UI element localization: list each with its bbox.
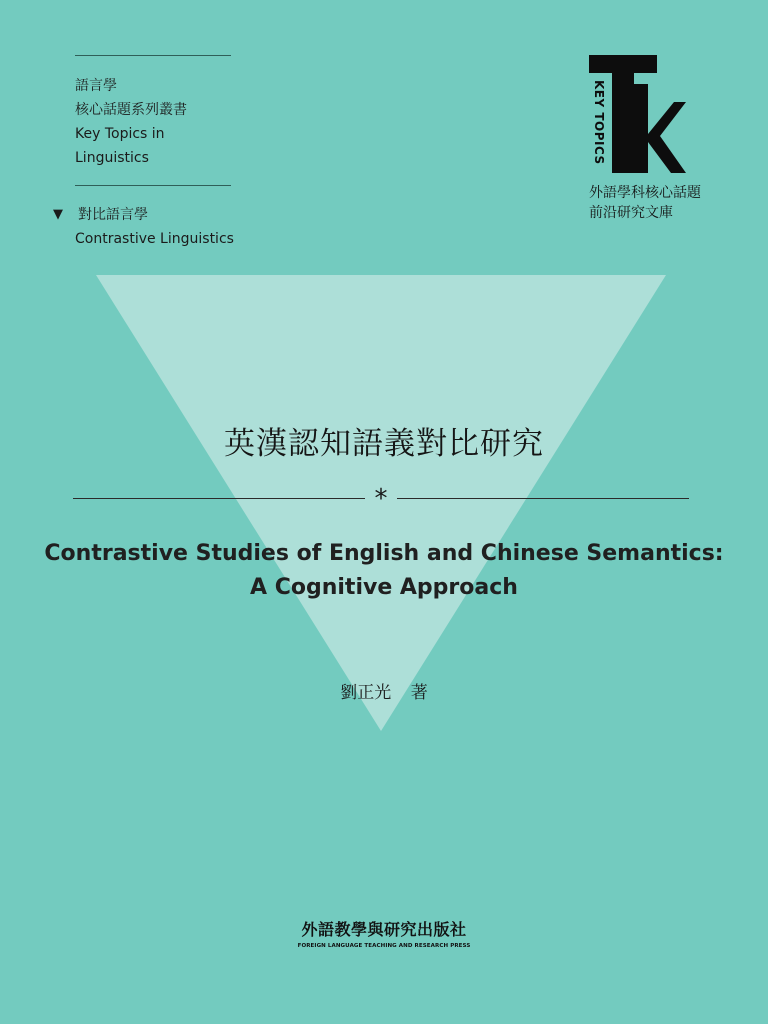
author-role: 著 bbox=[410, 683, 428, 703]
logo-k-glyph bbox=[634, 84, 686, 174]
series-title bbox=[75, 74, 187, 170]
logo-caption-line-1: 外語學科核心話題 bbox=[589, 185, 701, 201]
subseries-marker: ▼ bbox=[53, 207, 63, 222]
series-line-3: Key Topics in bbox=[75, 126, 165, 142]
series-line-2: 核心話題系列叢書 bbox=[75, 102, 187, 118]
book-title-english bbox=[0, 537, 768, 605]
series-bottom-rule bbox=[75, 185, 231, 186]
series-line-1: 語言學 bbox=[75, 78, 117, 94]
series-top-rule bbox=[75, 55, 231, 56]
author-credit bbox=[0, 678, 768, 703]
publisher bbox=[0, 917, 768, 949]
divider-left bbox=[73, 498, 365, 499]
divider-right bbox=[397, 498, 689, 499]
english-title-line-2: A Cognitive Approach bbox=[250, 575, 518, 600]
logo-caption bbox=[589, 183, 701, 223]
book-title-chinese: 英漢認知語義對比研究 bbox=[224, 426, 544, 462]
series-line-4: Linguistics bbox=[75, 150, 149, 166]
publisher-name-english: FOREIGN LANGUAGE TEACHING AND RESEARCH PRESS bbox=[297, 943, 471, 949]
logo-vertical-text: KEY TOPICS bbox=[592, 80, 606, 165]
english-title-line-1: Contrastive Studies of English and Chinese Semantics: bbox=[44, 541, 724, 566]
subseries-title-en: Contrastive Linguistics bbox=[75, 231, 234, 247]
subseries-title-cn: 對比語言學 bbox=[78, 207, 148, 223]
logo-t-stem bbox=[612, 55, 634, 173]
publisher-name-chinese: 外語教學與研究出版社 bbox=[301, 920, 467, 939]
author-name: 劉正光 bbox=[340, 683, 392, 703]
logo-caption-line-2: 前沿研究文庫 bbox=[589, 205, 673, 221]
divider-ornament: * bbox=[374, 484, 388, 514]
